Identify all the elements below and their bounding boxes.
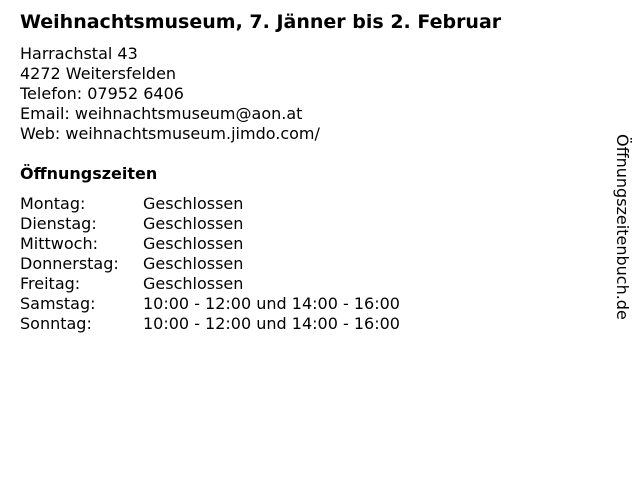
phone-number: Telefon: 07952 6406 bbox=[20, 84, 184, 103]
hours-row-tuesday bbox=[20, 214, 400, 234]
hours-value: Geschlossen bbox=[143, 254, 244, 273]
hours-row-friday bbox=[20, 274, 400, 294]
opening-hours-list bbox=[20, 194, 400, 334]
hours-row-monday bbox=[20, 194, 400, 214]
email-address: Email: weihnachtsmuseum@aon.at bbox=[20, 104, 303, 123]
day-label: Freitag: bbox=[20, 274, 81, 293]
street-address: Harrachstal 43 bbox=[20, 44, 138, 63]
address-block bbox=[20, 44, 320, 144]
day-label: Sonntag: bbox=[20, 314, 92, 333]
website: Web: weihnachtsmuseum.jimdo.com/ bbox=[20, 124, 320, 143]
day-label: Dienstag: bbox=[20, 214, 97, 233]
city: 4272 Weitersfelden bbox=[20, 64, 177, 83]
day-label: Samstag: bbox=[20, 294, 96, 313]
day-label: Mittwoch: bbox=[20, 234, 98, 253]
brand-text: Öffnungszeitenbuch.de bbox=[613, 134, 632, 320]
hours-value: 10:00 - 12:00 und 14:00 - 16:00 bbox=[143, 314, 400, 333]
day-label: Montag: bbox=[20, 194, 86, 213]
opening-hours-heading: Öffnungszeiten bbox=[20, 164, 158, 183]
hours-value: Geschlossen bbox=[143, 274, 244, 293]
hours-value: Geschlossen bbox=[143, 194, 244, 213]
hours-value: Geschlossen bbox=[143, 214, 244, 233]
hours-row-wednesday bbox=[20, 234, 400, 254]
hours-row-sunday bbox=[20, 314, 400, 334]
hours-value: 10:00 - 12:00 und 14:00 - 16:00 bbox=[143, 294, 400, 313]
hours-row-thursday bbox=[20, 254, 400, 274]
hours-row-saturday bbox=[20, 294, 400, 314]
brand-watermark bbox=[612, 134, 636, 338]
page-title: Weihnachtsmuseum, 7. Jänner bis 2. Februar bbox=[20, 11, 502, 33]
day-label: Donnerstag: bbox=[20, 254, 119, 273]
hours-value: Geschlossen bbox=[143, 234, 244, 253]
